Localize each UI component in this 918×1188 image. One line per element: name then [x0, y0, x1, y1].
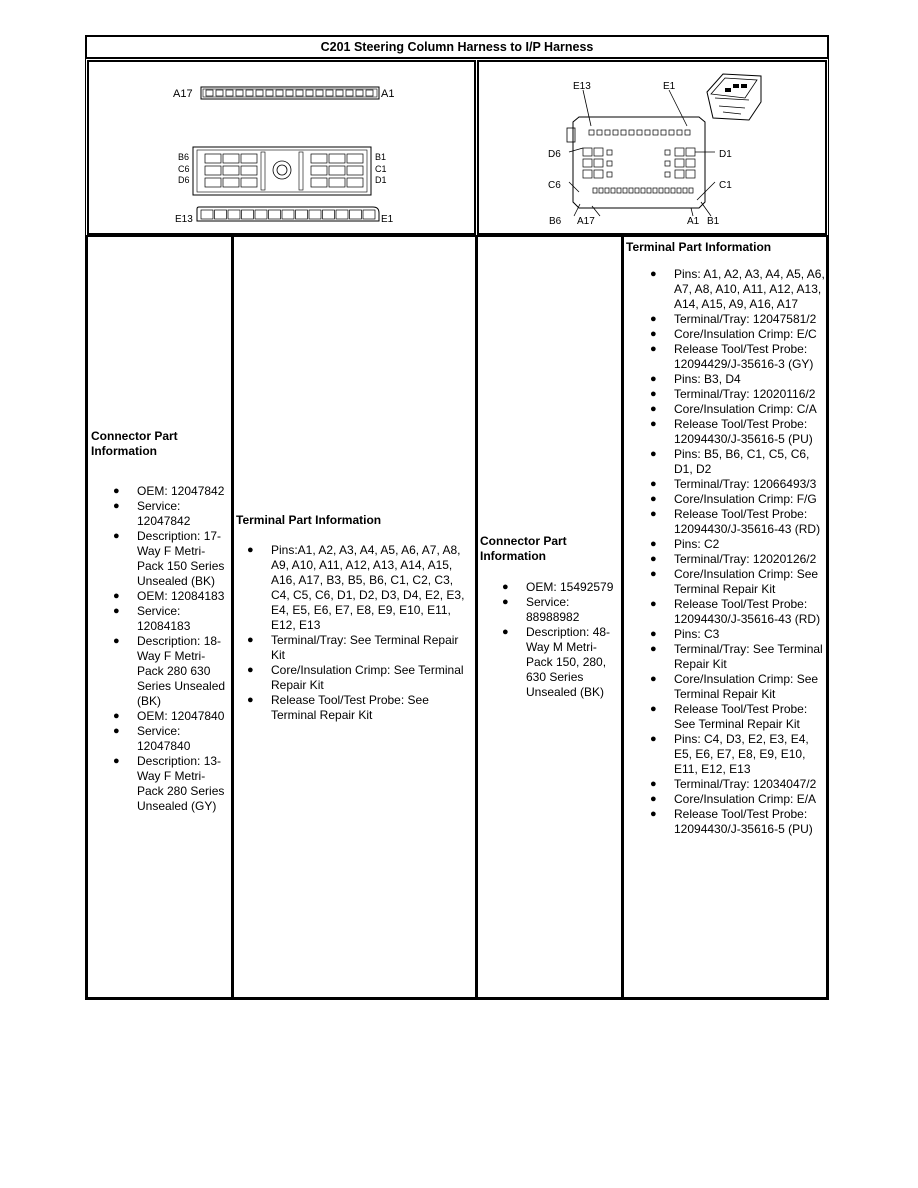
pin-cavity: [347, 178, 363, 187]
pin-cavity: [311, 154, 327, 163]
pin-cavity: [645, 130, 650, 135]
col3-item: [502, 595, 618, 625]
pin-cavity: [346, 90, 353, 96]
pin-cavity: [623, 188, 627, 193]
label-c6: C6: [178, 164, 190, 174]
col1-item: [113, 499, 229, 529]
col1-item: [113, 589, 229, 604]
pin-cavity: [605, 130, 610, 135]
col4-content: [626, 240, 826, 837]
label-r-a1: A1: [687, 216, 700, 227]
bullet-icon: ●: [650, 778, 657, 790]
bullet-icon: ●: [247, 544, 254, 556]
col4-item: [650, 627, 826, 642]
bullet-icon: ●: [113, 725, 120, 737]
list-item-text: Pins: B5, B6, C1, C5, C6, D1, D2: [674, 447, 810, 476]
col4-item: [650, 342, 826, 372]
pin-cavity: [226, 90, 233, 96]
label-r-e13: E13: [573, 81, 591, 92]
bullet-icon: ●: [650, 643, 657, 655]
bullet-icon: ●: [650, 343, 657, 355]
pin-cavity: [246, 90, 253, 96]
pin-cavity: [223, 166, 239, 175]
bullet-icon: ●: [650, 703, 657, 715]
list-item-text: OEM: 12047842: [137, 484, 225, 498]
list-item-text: Terminal/Tray: 12047581/2: [674, 312, 817, 326]
list-item-text: Description: 17-Way F Metri-Pack 150 Series Unsealed (BK): [137, 529, 225, 588]
list-item-text: Core/Insulation Crimp: C/A: [674, 402, 817, 416]
table-title-text: C201 Steering Column Harness to I/P Harness: [320, 40, 594, 54]
bullet-icon: ●: [113, 635, 120, 647]
col1-content: [91, 429, 231, 814]
bullet-icon: ●: [650, 373, 657, 385]
col4-item: [650, 372, 826, 387]
list-item-text: Core/Insulation Crimp: See Terminal Repair Kit: [674, 567, 819, 596]
pin-cavity: [296, 90, 303, 96]
row-e-connector: [197, 207, 379, 221]
pin-cavity: [589, 130, 594, 135]
col4-item: [650, 642, 826, 672]
pin-cavity: [629, 188, 633, 193]
pin-cavity: [311, 178, 327, 187]
col4-item: [650, 702, 826, 732]
pin-cavity: [647, 188, 651, 193]
pin-cavity: [607, 150, 612, 155]
list-item-text: Release Tool/Test Probe: 12094430/J-35616-5 (PU): [674, 807, 813, 836]
pin-cavity: [637, 130, 642, 135]
col1-item: [113, 484, 229, 499]
pin-cavity: [316, 90, 323, 96]
pin-cavity: [286, 90, 293, 96]
list-item-text: Terminal/Tray: See Terminal Repair Kit: [271, 633, 459, 662]
list-item-text: OEM: 15492579: [526, 580, 614, 594]
col1-heading: Connector Part Information: [91, 429, 178, 458]
col3-item: [502, 625, 618, 700]
pin-cavity: [366, 90, 373, 96]
col2-list: [247, 543, 467, 723]
table-title: [86, 36, 828, 58]
label-a17: A17: [173, 88, 193, 100]
label-r-c1: C1: [719, 180, 732, 191]
list-item-text: Core/Insulation Crimp: E/A: [674, 792, 817, 806]
ip-connector-body: [567, 117, 705, 208]
pin-cavity: [241, 166, 257, 175]
pin-cavity: [282, 210, 294, 219]
col2-heading: Terminal Part Information: [236, 513, 382, 527]
pin-cavity: [613, 130, 618, 135]
pin-cavity: [363, 210, 375, 219]
label-d6: D6: [178, 175, 190, 185]
col4-item: [650, 807, 826, 837]
label-r-d1: D1: [719, 149, 732, 160]
label-d1: D1: [375, 175, 387, 185]
col4-item: [650, 447, 826, 477]
pin-cavity: [583, 148, 592, 156]
pin-cavity: [236, 90, 243, 96]
pin-cavity: [336, 90, 343, 96]
bullet-icon: ●: [650, 403, 657, 415]
pin-cavity: [201, 210, 213, 219]
pin-cavity: [326, 90, 333, 96]
pin-cavity: [306, 90, 313, 96]
right-figure-cell: [476, 59, 828, 236]
col1-item: [113, 604, 229, 634]
pin-cavity: [296, 210, 308, 219]
left-figure-cell: [86, 59, 477, 236]
col2-item: [247, 543, 467, 633]
bullet-icon: ●: [113, 500, 120, 512]
list-item-text: Core/Insulation Crimp: See Terminal Repair Kit: [674, 672, 819, 701]
col4-item: [650, 552, 826, 567]
pin-cavity: [605, 188, 609, 193]
col3-heading: Connector Part Information: [480, 534, 567, 563]
bullet-icon: ●: [113, 530, 120, 542]
col2-content: [236, 513, 474, 723]
pin-cavity: [677, 188, 681, 193]
col4-item: [650, 477, 826, 492]
pin-cavity: [329, 154, 345, 163]
list-item-text: Pins: A1, A2, A3, A4, A5, A6, A7, A8, A10, A11, A12, A13, A14, A15, A9, A16, A17: [674, 267, 825, 311]
pin-cavity: [653, 188, 657, 193]
list-item-text: Release Tool/Test Probe: See Terminal Repair Kit: [674, 702, 808, 731]
pin-cavity: [635, 188, 639, 193]
pin-cavity: [607, 172, 612, 177]
col4-item: [650, 267, 826, 312]
list-item-text: Terminal/Tray: 12020126/2: [674, 552, 817, 566]
col2-cell: [232, 235, 477, 999]
label-r-c6: C6: [548, 180, 561, 191]
pin-cavity: [611, 188, 615, 193]
bullet-icon: ●: [650, 673, 657, 685]
pin-cavity: [597, 130, 602, 135]
bullet-icon: ●: [502, 596, 509, 608]
pin-cavity: [594, 170, 603, 178]
pin-cavity: [350, 210, 362, 219]
pin-cavity: [206, 90, 213, 96]
bullet-icon: ●: [650, 448, 657, 460]
row-a-connector: [201, 87, 379, 99]
bullet-icon: ●: [650, 418, 657, 430]
pin-cavity: [594, 148, 603, 156]
list-item-text: Pins: C4, D3, E2, E3, E4, E5, E6, E7, E8, E9, E10, E11, E12, E13: [674, 732, 809, 776]
pin-cavity: [228, 210, 240, 219]
pin-cavity: [266, 90, 273, 96]
bullet-icon: ●: [650, 538, 657, 550]
list-item-text: Release Tool/Test Probe: 12094429/J-35616-3 (GY): [674, 342, 814, 371]
bullet-icon: ●: [247, 634, 254, 646]
label-c1: C1: [375, 164, 387, 174]
pin-cavity: [583, 159, 592, 167]
col3-cell: [476, 235, 623, 999]
pin-cavity: [347, 166, 363, 175]
pin-cavity: [269, 210, 281, 219]
pin-cavity: [223, 178, 239, 187]
col1-item: [113, 724, 229, 754]
col2-item: [247, 693, 467, 723]
bullet-icon: ●: [650, 508, 657, 520]
pin-cavity: [665, 150, 670, 155]
list-item-text: Description: 48-Way M Metri-Pack 150, 280, 630 Series Unsealed (BK): [526, 625, 611, 699]
col4-item: [650, 417, 826, 447]
pin-cavity: [629, 130, 634, 135]
pin-cavity: [583, 170, 592, 178]
ip-harness-connector-drawing: [479, 62, 825, 233]
col4-item: [650, 792, 826, 807]
pin-cavity: [675, 170, 684, 178]
list-item-text: Release Tool/Test Probe: 12094430/J-35616-43 (RD): [674, 507, 821, 536]
col3-item: [502, 580, 618, 595]
pin-cavity: [276, 90, 283, 96]
pin-cavity: [661, 130, 666, 135]
row-bcd-connector: [193, 147, 371, 195]
label-b1: B1: [375, 152, 387, 162]
leader-lines: [569, 90, 715, 216]
pin-cavity: [665, 161, 670, 166]
bullet-icon: ●: [650, 313, 657, 325]
bullet-icon: ●: [650, 478, 657, 490]
col4-cell: [622, 235, 828, 999]
list-item-text: Pins: B3, D4: [674, 372, 741, 386]
bullet-icon: ●: [650, 733, 657, 745]
list-item-text: Terminal/Tray: 12066493/3: [674, 477, 817, 491]
terminal-group: [650, 267, 826, 372]
pin-cavity: [594, 159, 603, 167]
col1-item: [113, 529, 229, 589]
pin-cavity: [323, 210, 335, 219]
pin-cavity: [223, 154, 239, 163]
pin-cavity: [671, 188, 675, 193]
pin-cavity: [669, 130, 674, 135]
col4-item: [650, 672, 826, 702]
bullet-icon: ●: [113, 605, 120, 617]
col4-item: [650, 492, 826, 507]
col1-item: [113, 754, 229, 814]
pin-cavity: [205, 178, 221, 187]
list-item-text: Service: 12047840: [137, 724, 191, 753]
pin-cavity: [621, 130, 626, 135]
terminal-group: [650, 537, 826, 627]
pin-cavity: [329, 166, 345, 175]
bullet-icon: ●: [650, 388, 657, 400]
pin-cavity: [686, 148, 695, 156]
bullet-icon: ●: [502, 626, 509, 638]
pin-cavity: [205, 166, 221, 175]
pin-cavity: [686, 170, 695, 178]
bullet-icon: ●: [650, 328, 657, 340]
list-item-text: Release Tool/Test Probe: 12094430/J-35616-5 (PU): [674, 417, 813, 446]
col3-content: [480, 534, 620, 700]
col1-list: [113, 484, 229, 814]
bullet-icon: ●: [650, 553, 657, 565]
label-e1: E1: [381, 214, 394, 225]
bullet-icon: ●: [247, 694, 254, 706]
label-a1: A1: [381, 88, 395, 100]
pin-cavity: [653, 130, 658, 135]
list-item-text: Core/Insulation Crimp: F/G: [674, 492, 817, 506]
pin-cavity: [686, 159, 695, 167]
list-item-text: Core/Insulation Crimp: E/C: [674, 327, 817, 341]
bullet-icon: ●: [650, 598, 657, 610]
pin-cavity: [677, 130, 682, 135]
label-r-d6: D6: [548, 149, 561, 160]
col4-item: [650, 732, 826, 777]
col2-item: [247, 663, 467, 693]
pin-cavity: [683, 188, 687, 193]
bullet-icon: ●: [650, 568, 657, 580]
pin-cavity: [607, 161, 612, 166]
label-b6: B6: [178, 152, 190, 162]
col1-cell: [86, 235, 233, 999]
pin-cavity: [599, 188, 603, 193]
col4-item: [650, 387, 826, 402]
terminal-group: [650, 372, 826, 447]
pin-cavity: [665, 172, 670, 177]
list-item-text: Release Tool/Test Probe: 12094430/J-35616-43 (RD): [674, 597, 821, 626]
col4-item: [650, 537, 826, 552]
list-item-text: Service: 12047842: [137, 499, 191, 528]
pin-cavity: [215, 210, 227, 219]
col4-item: [650, 597, 826, 627]
label-r-a17: A17: [577, 216, 595, 227]
pin-cavity: [665, 188, 669, 193]
pin-cavity: [617, 188, 621, 193]
list-item-text: Service: 88988982: [526, 595, 580, 624]
pin-cavity: [689, 188, 693, 193]
terminal-group: [650, 447, 826, 537]
list-item-text: Terminal/Tray: See Terminal Repair Kit: [674, 642, 823, 671]
label-r-e1: E1: [663, 81, 676, 92]
label-r-b1: B1: [707, 216, 720, 227]
pin-cavity: [593, 188, 597, 193]
pin-cavity: [641, 188, 645, 193]
list-item-text: Description: 18-Way F Metri-Pack 280 630 Series Unsealed (BK): [137, 634, 226, 708]
pin-cavity: [255, 210, 267, 219]
col4-item: [650, 507, 826, 537]
bullet-icon: ●: [113, 755, 120, 767]
col4-groups: [650, 267, 826, 837]
pin-cavity: [216, 90, 223, 96]
bullet-icon: ●: [113, 590, 120, 602]
col4-heading: Terminal Part Information: [626, 240, 772, 254]
list-item-text: Pins:A1, A2, A3, A4, A5, A6, A7, A8, A9, A10, A11, A12, A13, A14, A15, A16, A17, B3, B5, B6, C1, C2, C3, C4, C5, C6, D1, D2, D3, D4, E2, E3, E4, E5, E6, E7, E8, E9, E10, E11, E12, E13: [271, 543, 465, 632]
col4-item: [650, 327, 826, 342]
bullet-icon: ●: [650, 808, 657, 820]
pin-cavity: [205, 154, 221, 163]
pin-cavity: [659, 188, 663, 193]
list-item-text: OEM: 12084183: [137, 589, 225, 603]
bullet-icon: ●: [650, 628, 657, 640]
col4-item: [650, 777, 826, 792]
pin-cavity: [347, 154, 363, 163]
pin-cavity: [675, 148, 684, 156]
col4-item: [650, 312, 826, 327]
list-item-text: Core/Insulation Crimp: See Terminal Repair Kit: [271, 663, 464, 692]
bullet-icon: ●: [650, 493, 657, 505]
pin-cavity: [309, 210, 321, 219]
pin-cavity: [241, 154, 257, 163]
pin-cavity: [256, 90, 263, 96]
bullet-icon: ●: [247, 664, 254, 676]
list-item-text: Description: 13-Way F Metri-Pack 280 Series Unsealed (GY): [137, 754, 225, 813]
col3-list: [502, 580, 618, 700]
connector-3d-thumbnail: [707, 74, 761, 120]
list-item-text: Terminal/Tray: 12034047/2: [674, 777, 817, 791]
list-item-text: Release Tool/Test Probe: See Terminal Repair Kit: [271, 693, 429, 722]
bullet-icon: ●: [650, 793, 657, 805]
bullet-icon: ●: [113, 485, 120, 497]
pin-cavity: [242, 210, 254, 219]
list-item-text: OEM: 12047840: [137, 709, 225, 723]
pin-cavity: [685, 130, 690, 135]
terminal-group: [650, 732, 826, 837]
pin-cavity: [356, 90, 363, 96]
col4-item: [650, 402, 826, 417]
col4-item: [650, 567, 826, 597]
pin-cavity: [336, 210, 348, 219]
terminal-group: [650, 627, 826, 732]
list-item-text: Service: 12084183: [137, 604, 191, 633]
list-item-text: Pins: C3: [674, 627, 720, 641]
col2-item: [247, 633, 467, 663]
label-e13: E13: [175, 214, 193, 225]
bullet-icon: ●: [502, 581, 509, 593]
pin-cavity: [241, 178, 257, 187]
col1-item: [113, 709, 229, 724]
label-r-b6: B6: [549, 216, 562, 227]
list-item-text: Pins: C2: [674, 537, 720, 551]
harness-connector-drawing: [89, 62, 474, 233]
list-item-text: Terminal/Tray: 12020116/2: [674, 387, 816, 401]
col1-item: [113, 634, 229, 709]
pin-cavity: [329, 178, 345, 187]
bullet-icon: ●: [113, 710, 120, 722]
pin-cavity: [311, 166, 327, 175]
pin-cavity: [675, 159, 684, 167]
connector-table: [85, 35, 829, 1000]
bullet-icon: ●: [650, 268, 657, 280]
